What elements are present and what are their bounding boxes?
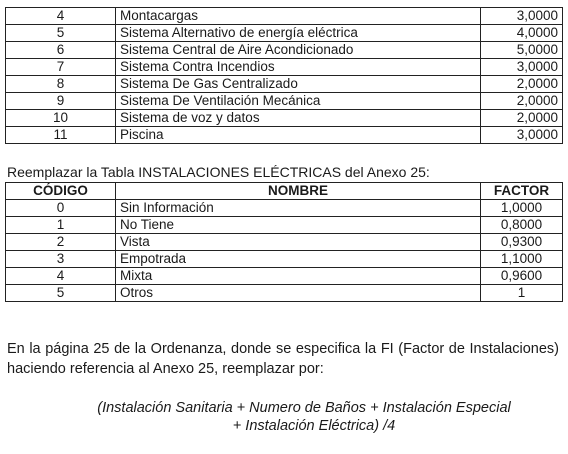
cell-factor: 1,0000 [481,200,563,217]
cell-name: Empotrada [116,251,481,268]
table-instalaciones-electricas [5,182,563,302]
cell-code: 6 [6,42,116,59]
formula-line-2: + Instalación Eléctrica) /4 [232,418,396,434]
cell-factor: 3,0000 [481,59,563,76]
table-row [6,268,563,285]
cell-name: Sistema de voz y datos [116,110,481,127]
body-paragraph: En la página 25 de la Ordenanza, donde se especifica la FI (Factor de Instalaciones) haciendo referencia al Anexo 25, reemplazar por: [7,341,559,377]
cell-factor: 2,0000 [481,76,563,93]
table-row [6,200,563,217]
table-row [6,127,563,144]
cell-code: 5 [6,25,116,42]
table-row [6,285,563,302]
cell-code: 1 [6,217,116,234]
cell-name: No Tiene [116,217,481,234]
cell-factor: 4,0000 [481,25,563,42]
cell-factor: 0,8000 [481,217,563,234]
table-row [6,8,563,25]
table-row [6,93,563,110]
cell-factor: 1 [481,285,563,302]
cell-code: 4 [6,268,116,285]
cell-code: 9 [6,93,116,110]
header-factor: FACTOR [481,183,563,200]
table-row [6,59,563,76]
cell-code: 3 [6,251,116,268]
cell-name: Sistema Contra Incendios [116,59,481,76]
cell-code: 2 [6,234,116,251]
cell-factor: 2,0000 [481,93,563,110]
cell-factor: 0,9600 [481,268,563,285]
cell-code: 0 [6,200,116,217]
table-row [6,76,563,93]
table-row [6,234,563,251]
cell-name: Sistema De Gas Centralizado [116,76,481,93]
header-codigo: CÓDIGO [6,183,116,200]
cell-name: Vista [116,234,481,251]
cell-factor: 0,9300 [481,234,563,251]
cell-name: Montacargas [116,8,481,25]
formula-line-1: (Instalación Sanitaria + Numero de Baños + Instalación Especial [97,400,511,416]
table-row [6,42,563,59]
cell-name: Mixta [116,268,481,285]
cell-name: Otros [116,285,481,302]
cell-code: 8 [6,76,116,93]
table-instalaciones-especiales [5,7,563,144]
table-row [6,217,563,234]
cell-name: Sistema De Ventilación Mecánica [116,93,481,110]
cell-factor: 3,0000 [481,8,563,25]
cell-factor: 3,0000 [481,127,563,144]
cell-code: 11 [6,127,116,144]
table-caption: Reemplazar la Tabla INSTALACIONES ELÉCTRICAS del Anexo 25: [7,164,430,180]
cell-factor: 2,0000 [481,110,563,127]
table-row [6,251,563,268]
cell-factor: 5,0000 [481,42,563,59]
cell-name: Piscina [116,127,481,144]
header-nombre: NOMBRE [116,183,481,200]
table-row [6,110,563,127]
cell-code: 5 [6,285,116,302]
cell-name: Sistema Central de Aire Acondicionado [116,42,481,59]
table-header-row [6,183,563,200]
table-row [6,25,563,42]
cell-code: 7 [6,59,116,76]
cell-code: 10 [6,110,116,127]
cell-name: Sistema Alternativo de energía eléctrica [116,25,481,42]
cell-name: Sin Información [116,200,481,217]
cell-factor: 1,1000 [481,251,563,268]
cell-code: 4 [6,8,116,25]
